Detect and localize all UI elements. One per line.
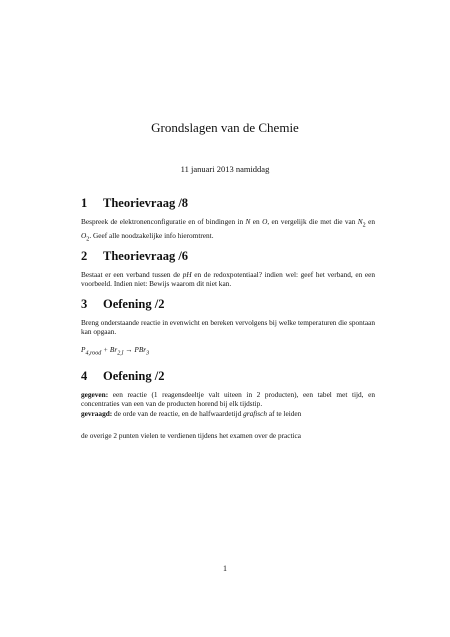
text-part: af te leiden [267,408,302,418]
section-text: Breng onderstaande reactie in evenwicht en bereken vervolgens bij welke temperaturen die spontaan kan opgaan. [81,318,375,337]
subscript: 4,rood [85,350,102,357]
text-part: Bespreek de elektronenconfiguratie en of bindingen in [81,217,246,226]
subscript: 2,l [117,350,124,357]
text-part: een reactie (1 reagensdeeltje valt uiteen in 2 producten), een tabel met tijd, en concentraties van een van de producten horend bij elk tijdstip. [81,390,375,409]
given-label: gegeven: [81,390,109,399]
text-part: en de redoxpotentiaal? indien wel: geef het verband, en een voorbeeld. Indien niet: Bewijs waarom dit niet kan. [81,270,375,289]
section-title: Theorievraag /6 [103,249,189,263]
text-part: O [262,217,268,226]
text-part: Bestaat er een verband tussen de [81,270,183,279]
formula-part: + [101,344,110,354]
subscript: 2 [86,236,90,243]
document-date: 11 januari 2013 namiddag [180,164,270,174]
reaction-formula [81,345,375,356]
section-heading [81,297,375,312]
formula-part: P [81,344,86,354]
document-title: Grondslagen van de Chemie [151,120,299,135]
section-3 [81,297,375,356]
section-text [81,217,375,245]
page-number: 1 [223,564,227,573]
text-part: en [365,217,375,226]
section-4 [81,369,375,418]
subscript: 2 [362,222,366,229]
text-part: , en vergelijk die met die van [267,217,358,226]
text-part: N [357,217,363,226]
section-text [81,270,375,289]
subscript: 3 [146,350,150,357]
section-heading [81,249,375,264]
text-part: N [245,217,251,226]
asked-label: gevraagd: [81,408,113,418]
text-part: grafisch [243,408,268,418]
section-title: Oefening /2 [103,369,165,383]
section-heading [81,196,375,211]
section-2 [81,249,375,289]
section-title: Oefening /2 [103,297,165,311]
section-heading [81,369,375,384]
section-number: 2 [81,249,88,263]
section-number: 3 [81,297,88,311]
text-part: de orde van de reactie, en de halfwaardetijd [112,408,244,418]
text-part: . Geef alle noodzakelijke info hieromtrent. [89,230,214,240]
given-text [81,390,375,418]
section-1 [81,196,375,245]
section-number: 1 [81,196,88,210]
text-part: pH [182,270,192,279]
text-part: en [250,217,263,226]
arrow-icon: → [123,344,135,354]
formula-part: PBr [134,344,147,354]
formula-part: Br [109,344,118,354]
footer-note: de overige 2 punten vielen te verdienen tijdens het examen over de practica [81,431,302,440]
text-part: O [81,230,87,240]
section-number: 4 [81,369,88,383]
section-title: Theorievraag /8 [103,196,189,210]
